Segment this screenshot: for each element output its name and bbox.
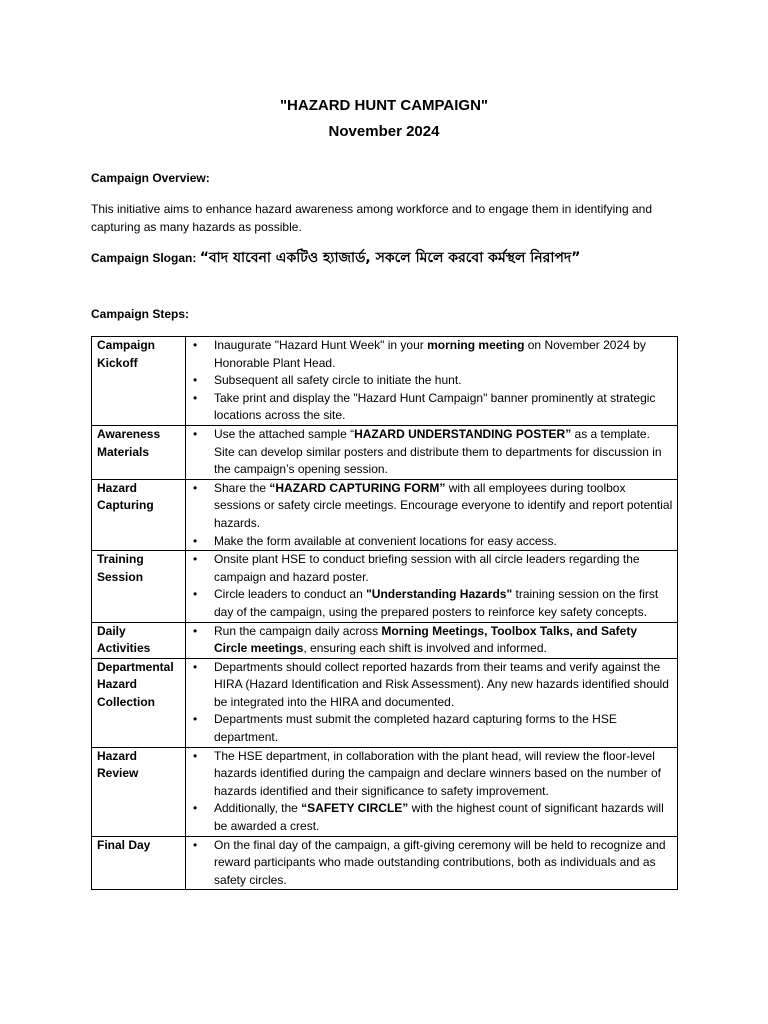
bullet-point <box>191 372 673 390</box>
step-name: Final Day <box>92 836 186 890</box>
text-run: Onsite plant HSE to conduct briefing session with all circle leaders regarding the campaign and hazard poster. <box>214 552 640 584</box>
bold-text: "Understanding Hazards" <box>366 587 513 602</box>
step-description <box>186 425 678 479</box>
bullet-list <box>191 659 673 747</box>
title-block <box>0 93 768 145</box>
step-description <box>186 658 678 747</box>
slogan-text: “বাদ যাবেনা একটিও হ্যাজার্ড, সকলে মিলে করবো কর্মস্থল নিরাপদ” <box>199 250 581 266</box>
campaign-steps-table <box>91 336 678 890</box>
table-row <box>92 551 678 622</box>
step-name: Campaign Kickoff <box>92 337 186 426</box>
text-run: , ensuring each shift is involved and informed. <box>303 641 547 656</box>
document-subtitle: November 2024 <box>328 123 440 140</box>
text-run: Departments must submit the completed hazard capturing forms to the HSE department. <box>214 712 617 745</box>
step-name: Hazard Capturing <box>92 479 186 550</box>
bullet-list <box>191 551 673 621</box>
step-name: Departmental Hazard Collection <box>92 658 186 747</box>
overview-heading: Campaign Overview: <box>91 171 210 185</box>
text-run: Subsequent all safety circle to initiate the hunt. <box>214 373 462 388</box>
steps-heading: Campaign Steps: <box>91 307 190 321</box>
step-description <box>186 337 678 426</box>
text-run: On the final day of the campaign, a gift-giving ceremony will be held to recognize and reward participants who made outstanding contributions, both as individuals and as safety circles. <box>214 837 666 887</box>
slogan <box>91 246 580 270</box>
document-title: "HAZARD HUNT CAMPAIGN" <box>279 97 489 114</box>
table-row <box>92 337 678 426</box>
bullet-list <box>191 748 673 836</box>
step-description <box>186 479 678 550</box>
bullet-point <box>191 711 673 746</box>
bold-text: “HAZARD CAPTURING FORM” <box>269 480 446 495</box>
bullet-list <box>191 837 673 890</box>
bullet-point <box>191 586 673 621</box>
bullet-point <box>191 533 673 551</box>
overview-text: This initiative aims to enhance hazard awareness among workforce and to engage them in identifying and capturing as many hazards as possible. <box>91 202 652 234</box>
bullet-point <box>191 337 673 372</box>
table-row <box>92 425 678 479</box>
bullet-point <box>191 551 673 586</box>
step-description <box>186 551 678 622</box>
step-description <box>186 836 678 890</box>
text-run: Make the form available at convenient locations for easy access. <box>214 533 557 548</box>
bullet-point <box>191 480 673 533</box>
text-run: Share the <box>214 480 270 495</box>
bullet-point <box>191 623 673 658</box>
step-description <box>186 622 678 658</box>
bullet-list <box>191 337 673 425</box>
bullet-point <box>191 659 673 712</box>
bullet-point <box>191 800 673 835</box>
table-row <box>92 836 678 890</box>
text-run: Circle leaders to conduct an <box>214 587 367 602</box>
step-name: Hazard Review <box>92 747 186 836</box>
bullet-point <box>191 426 673 479</box>
table-row <box>92 479 678 550</box>
text-run: Departments should collect reported hazards from their teams and verify against the HIRA (Hazard Identification and Risk Assessment). Any new hazards identified should be integrated into the HIRA and documented. <box>214 659 669 709</box>
text-run: Inaugurate "Hazard Hunt Week" in your <box>214 338 428 352</box>
text-run: on November 2024 by Honorable Plant Head. <box>214 338 646 370</box>
bullet-list <box>191 480 673 550</box>
text-run: training session on the first day of the campaign, using the prepared posters to reinforce key safety concepts. <box>214 587 659 619</box>
bold-text: “SAFETY CIRCLE” <box>301 801 409 816</box>
bold-text: morning meeting <box>427 338 525 352</box>
step-description <box>186 747 678 836</box>
bullet-point <box>191 390 673 425</box>
text-run: Run the campaign daily across <box>214 623 382 638</box>
step-name: Daily Activities <box>92 622 186 658</box>
bold-text: HAZARD UNDERSTANDING POSTER” <box>354 426 572 441</box>
step-name: Training Session <box>92 551 186 622</box>
bullet-list <box>191 623 673 658</box>
bullet-list <box>191 426 673 479</box>
text-run: The HSE department, in collaboration with the plant head, will review the floor-level hazards identified during the campaign and declare winners based on the number of hazards identified and their significance to safety improvement. <box>214 748 661 798</box>
table-row <box>92 622 678 658</box>
table-row <box>92 747 678 836</box>
table-row <box>92 658 678 747</box>
text-run: with the highest count of significant hazards will be awarded a crest. <box>214 801 664 834</box>
text-run: with all employees during toolbox sessions or safety circle meetings. Encourage everyone to identify and report potential hazards. <box>214 480 673 530</box>
slogan-label: Campaign Slogan: <box>91 251 197 265</box>
text-run: Take print and display the "Hazard Hunt Campaign" banner prominently at strategic locations across the site. <box>214 390 656 423</box>
bold-text: Morning Meetings, Toolbox Talks, and Safety Circle meetings <box>214 623 638 656</box>
text-run: Additionally, the <box>214 801 302 816</box>
bullet-point <box>191 748 673 801</box>
text-run: Use the attached sample “ <box>214 426 355 441</box>
bullet-point <box>191 837 673 890</box>
text-run: as a template. Site can develop similar posters and distribute them to departments for discussion in the campaign’s opening session. <box>214 426 662 477</box>
step-name: Awareness Materials <box>92 425 186 479</box>
